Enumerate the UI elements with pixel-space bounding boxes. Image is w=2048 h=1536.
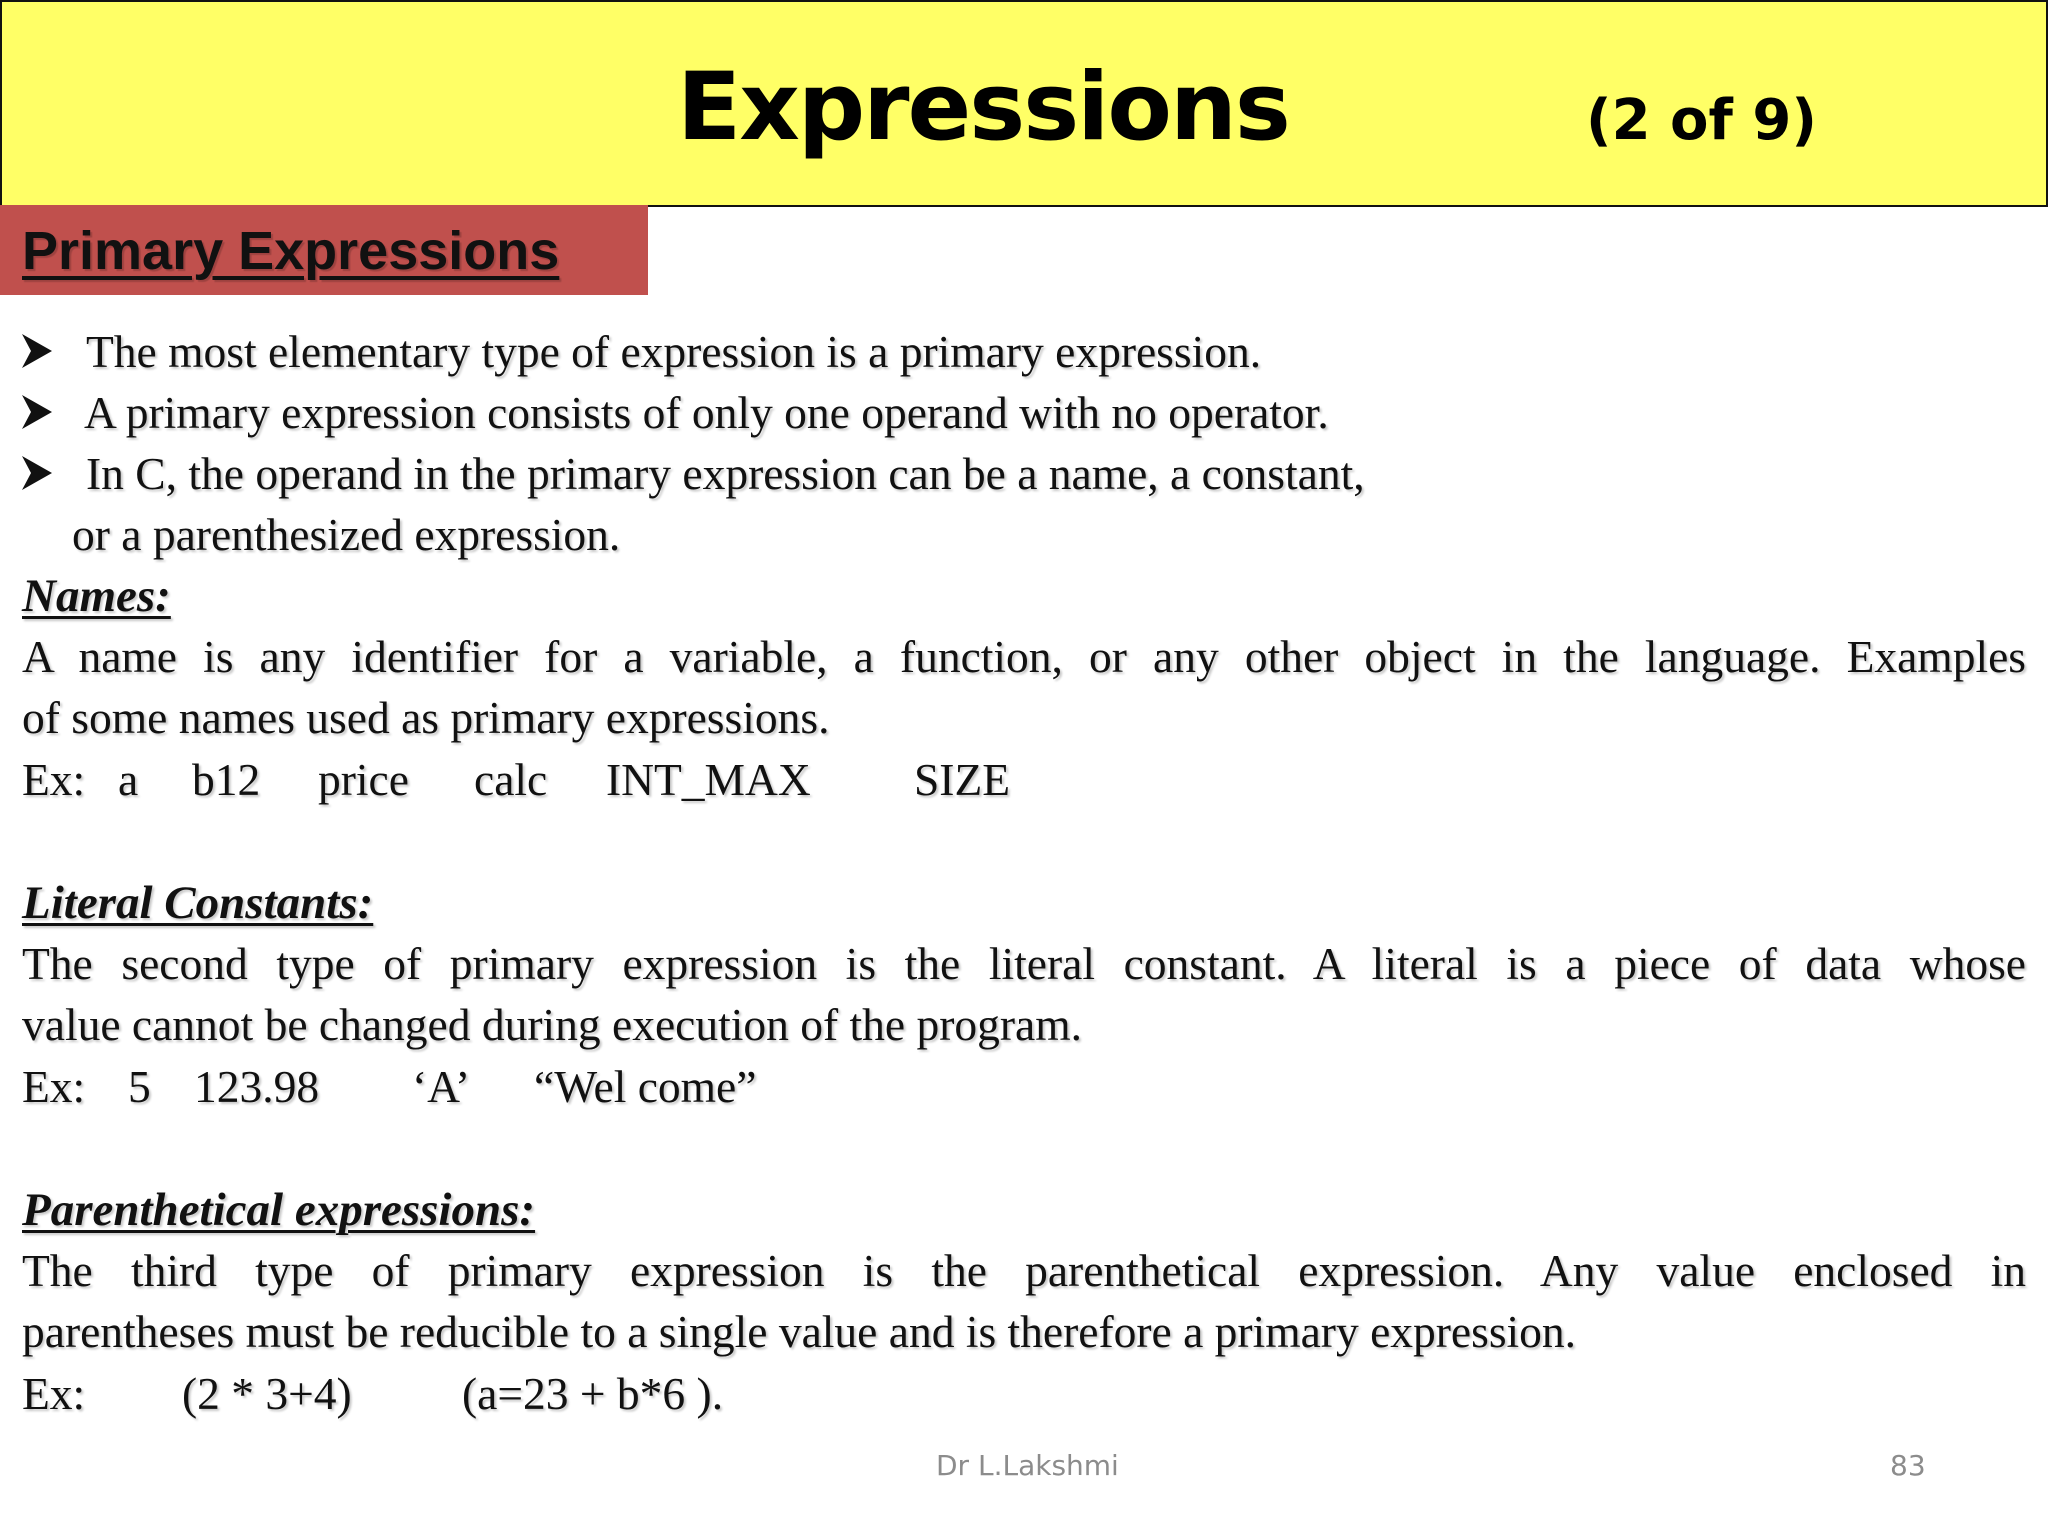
example-item: (2 * 3+4) [182, 1368, 352, 1419]
footer-page-number: 83 [1890, 1449, 1926, 1482]
example-item: 5 [128, 1061, 151, 1112]
example-item: price [318, 754, 409, 805]
example-item: a [118, 754, 139, 805]
bullet-text: In C, the operand in the primary expression can be a name, a constant, [86, 448, 1365, 499]
example-item: ‘A’ [412, 1061, 471, 1112]
literals-paragraph-line: The second type of primary expression is the literal constant. A literal is a piece of data whose [22, 938, 2026, 989]
parenthetical-heading: Parenthetical expressions: [22, 1184, 536, 1236]
bullet-text: The most elementary type of expression is a primary expression. [86, 326, 1262, 377]
literals-paragraph-line: value cannot be changed during execution of the program. [22, 999, 1083, 1050]
literals-heading: Literal Constants: [22, 877, 374, 929]
example-label: Ex: [22, 754, 86, 805]
parenthetical-paragraph-line: The third type of primary expression is the parenthetical expression. Any value enclosed in [22, 1245, 2026, 1296]
example-label: Ex: [22, 1061, 86, 1112]
example-label: Ex: [22, 1368, 86, 1419]
section-tab [0, 205, 648, 295]
example-item: b12 [192, 754, 261, 805]
arrowhead-bullet-icon [22, 395, 52, 429]
bullet-continuation: or a parenthesized expression. [72, 509, 621, 560]
example-item: “Wel come” [534, 1061, 757, 1112]
slide-title: Expressions [677, 53, 1289, 162]
footer-author: Dr L.Lakshmi [936, 1449, 1119, 1482]
parenthetical-paragraph-line: parentheses must be reducible to a single value and is therefore a primary expression. [22, 1306, 1577, 1357]
slide-part-counter: (2 of 9) [1586, 88, 1817, 153]
names-paragraph-line: of some names used as primary expressions. [22, 692, 830, 743]
arrowhead-bullet-icon [22, 334, 52, 368]
names-heading: Names: [22, 570, 171, 622]
names-paragraph-line: A name is any identifier for a variable, a function, or any other object in the language. Examples [22, 631, 2026, 682]
bullet-text: A primary expression consists of only one operand with no operator. [84, 387, 1329, 438]
example-item: (a=23 + b*6 ). [462, 1368, 724, 1419]
section-tab-label: Primary Expressions [22, 221, 560, 281]
example-item: SIZE [914, 754, 1011, 805]
example-item: 123.98 [194, 1061, 320, 1112]
arrowhead-bullet-icon [22, 456, 52, 490]
title-bar [0, 0, 2048, 207]
example-item: INT_MAX [606, 754, 811, 805]
example-item: calc [474, 754, 548, 805]
